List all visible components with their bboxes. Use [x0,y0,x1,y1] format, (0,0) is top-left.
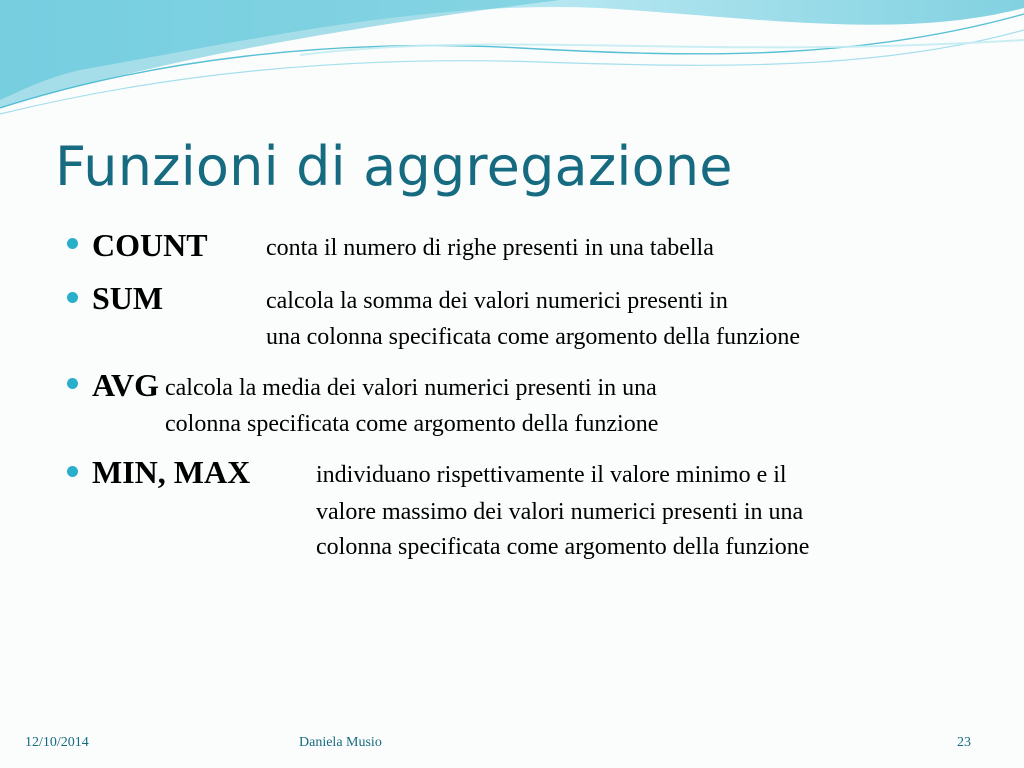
desc-count-line-1: conta il numero di righe presenti in una tabella [266,235,714,261]
slide-title: Funzioni di aggregazione [55,135,733,198]
bullet-dot-icon [67,466,78,477]
wave-fill-inner [0,0,560,108]
term-min-max: MIN, MAX [92,454,251,490]
term-sum: SUM [92,280,164,316]
bullet-dot-icon [67,292,78,303]
desc-avg-line-2: colonna specificata come argomento della funzione [165,411,659,437]
bullet-dot-icon [67,238,78,249]
desc-min-max-line-2: valore massimo dei valori numerici presenti in una [316,499,804,525]
footer-date: 12/10/2014 [25,735,89,750]
desc-sum-line-1: calcola la somma dei valori numerici presenti in [266,288,728,314]
desc-sum-line-2: una colonna specificata come argomento della funzione [266,324,800,350]
desc-min-max-line-1: individuano rispettivamente il valore minimo e il [316,462,787,488]
footer-page-number: 23 [957,735,971,750]
term-count: COUNT [92,227,208,263]
term-avg: AVG [92,367,159,403]
desc-avg-line-1: calcola la media dei valori numerici presenti in una [165,375,657,401]
header-wave-decoration [0,0,1024,120]
bullet-dot-icon [67,378,78,389]
desc-min-max-line-3: colonna specificata come argomento della funzione [316,534,810,560]
footer-author: Daniela Musio [299,735,382,750]
